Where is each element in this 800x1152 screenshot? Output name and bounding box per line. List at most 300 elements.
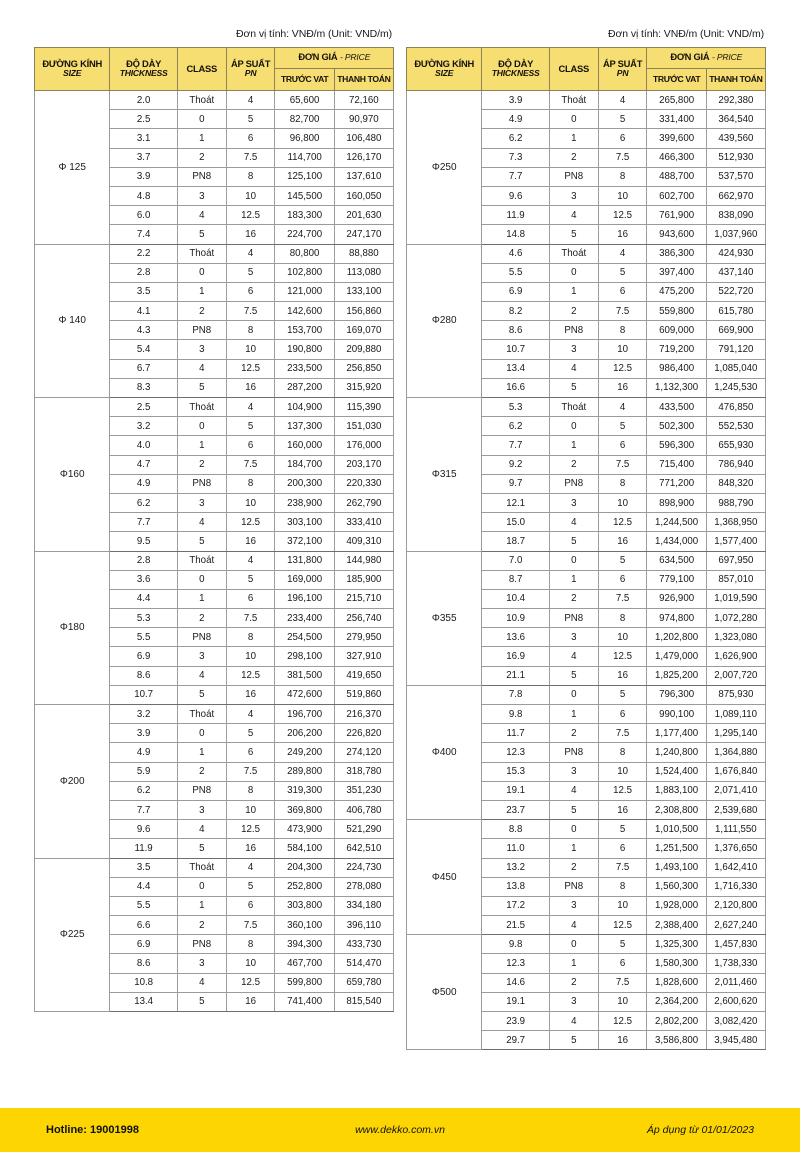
price-table-left xyxy=(34,47,394,1012)
cell-pressure: 10 xyxy=(226,800,275,819)
cell-price-before-vat: 488,700 xyxy=(647,167,706,186)
cell-price-before-vat: 224,700 xyxy=(275,225,334,244)
cell-price-before-vat: 102,800 xyxy=(275,263,334,282)
cell-price-payment: 875,930 xyxy=(706,685,765,704)
cell-price-payment: 88,880 xyxy=(334,244,393,263)
col-header-before-vat: TRƯỚC VAT xyxy=(275,69,334,91)
cell-class: 4 xyxy=(549,359,598,378)
cell-price-payment: 327,910 xyxy=(334,647,393,666)
cell-pressure: 10 xyxy=(598,493,647,512)
cell-class: PN8 xyxy=(177,167,226,186)
cell-price-before-vat: 289,800 xyxy=(275,762,334,781)
cell-price-payment: 203,170 xyxy=(334,455,393,474)
cell-class: 2 xyxy=(177,762,226,781)
cell-price-payment: 396,110 xyxy=(334,916,393,935)
cell-price-payment: 1,716,330 xyxy=(706,877,765,896)
table-row xyxy=(35,551,394,570)
cell-pressure: 16 xyxy=(598,532,647,551)
cell-class: 0 xyxy=(549,935,598,954)
cell-thickness: 29.7 xyxy=(482,1031,549,1050)
unit-note-left: Đơn vị tính: VNĐ/m (Unit: VND/m) xyxy=(236,28,392,40)
cell-price-payment: 1,376,650 xyxy=(706,839,765,858)
cell-thickness: 4.7 xyxy=(110,455,177,474)
cell-price-before-vat: 974,800 xyxy=(647,609,706,628)
cell-thickness: 8.6 xyxy=(482,321,549,340)
cell-thickness: 5.4 xyxy=(110,340,177,359)
cell-price-before-vat: 252,800 xyxy=(275,877,334,896)
cell-thickness: 3.9 xyxy=(110,724,177,743)
cell-price-before-vat: 1,240,800 xyxy=(647,743,706,762)
cell-thickness: 13.4 xyxy=(482,359,549,378)
cell-price-before-vat: 238,900 xyxy=(275,493,334,512)
cell-thickness: 12.1 xyxy=(482,493,549,512)
cell-pressure: 5 xyxy=(226,417,275,436)
cell-thickness: 6.2 xyxy=(482,129,549,148)
cell-price-before-vat: 142,600 xyxy=(275,302,334,321)
cell-pressure: 8 xyxy=(226,628,275,647)
cell-price-before-vat: 399,600 xyxy=(647,129,706,148)
cell-pressure: 4 xyxy=(598,398,647,417)
cell-price-payment: 514,470 xyxy=(334,954,393,973)
cell-class: 0 xyxy=(549,263,598,282)
cell-price-before-vat: 82,700 xyxy=(275,110,334,129)
cell-class: 2 xyxy=(549,589,598,608)
col-header-price-main: ĐƠN GIÁ xyxy=(298,51,338,63)
cell-class: 0 xyxy=(177,877,226,896)
cell-thickness: 3.9 xyxy=(110,167,177,186)
cell-price-before-vat: 502,300 xyxy=(647,417,706,436)
cell-thickness: 2.0 xyxy=(110,91,177,110)
cell-class: Thoát xyxy=(177,705,226,724)
cell-class: Thoát xyxy=(549,91,598,110)
cell-thickness: 8.7 xyxy=(482,570,549,589)
col-header-price-group xyxy=(275,48,394,69)
table-body-right xyxy=(407,91,766,1050)
cell-price-before-vat: 233,500 xyxy=(275,359,334,378)
cell-thickness: 6.7 xyxy=(110,359,177,378)
col-header-thickness-main: ĐỘ DÀY xyxy=(498,57,534,69)
cell-thickness: 7.7 xyxy=(482,167,549,186)
cell-price-payment: 220,330 xyxy=(334,474,393,493)
cell-price-payment: 351,230 xyxy=(334,781,393,800)
cell-pressure: 5 xyxy=(598,263,647,282)
cell-class: 1 xyxy=(549,570,598,589)
table-row xyxy=(35,858,394,877)
col-header-thickness xyxy=(110,48,177,91)
col-header-pressure-main: ÁP SUẤT xyxy=(602,57,643,69)
cell-class: 4 xyxy=(549,647,598,666)
cell-class: 1 xyxy=(549,954,598,973)
cell-pressure: 10 xyxy=(598,762,647,781)
cell-thickness: 8.2 xyxy=(482,302,549,321)
cell-price-before-vat: 114,700 xyxy=(275,148,334,167)
cell-class: 1 xyxy=(177,129,226,148)
cell-price-payment: 1,676,840 xyxy=(706,762,765,781)
cell-thickness: 4.9 xyxy=(482,110,549,129)
cell-price-payment: 669,900 xyxy=(706,321,765,340)
footer-applied-from: Áp dụng từ 01/01/2023 xyxy=(646,1124,754,1136)
cell-price-before-vat: 1,325,300 xyxy=(647,935,706,954)
cell-price-before-vat: 2,802,200 xyxy=(647,1012,706,1031)
cell-price-before-vat: 771,200 xyxy=(647,474,706,493)
cell-price-before-vat: 2,308,800 xyxy=(647,800,706,819)
price-table-right xyxy=(406,47,766,1050)
cell-pressure: 10 xyxy=(598,992,647,1011)
cell-class: 5 xyxy=(549,666,598,685)
cell-class: 1 xyxy=(549,839,598,858)
cell-price-payment: 476,850 xyxy=(706,398,765,417)
cell-size: Φ280 xyxy=(407,244,482,398)
cell-price-before-vat: 990,100 xyxy=(647,705,706,724)
cell-class: Thoát xyxy=(549,244,598,263)
cell-price-before-vat: 2,388,400 xyxy=(647,916,706,935)
cell-pressure: 8 xyxy=(226,474,275,493)
col-header-size-sub: SIZE xyxy=(435,68,454,79)
cell-price-before-vat: 1,580,300 xyxy=(647,954,706,973)
cell-price-payment: 848,320 xyxy=(706,474,765,493)
cell-pressure: 16 xyxy=(226,839,275,858)
cell-size: Φ225 xyxy=(35,858,110,1012)
cell-pressure: 6 xyxy=(598,570,647,589)
cell-thickness: 6.2 xyxy=(482,417,549,436)
cell-price-payment: 151,030 xyxy=(334,417,393,436)
cell-price-payment: 519,860 xyxy=(334,685,393,704)
cell-thickness: 4.4 xyxy=(110,589,177,608)
table-row xyxy=(407,398,766,417)
cell-thickness: 2.5 xyxy=(110,110,177,129)
cell-thickness: 4.9 xyxy=(110,743,177,762)
cell-class: PN8 xyxy=(177,474,226,493)
cell-price-payment: 256,850 xyxy=(334,359,393,378)
cell-thickness: 3.1 xyxy=(110,129,177,148)
cell-pressure: 5 xyxy=(598,551,647,570)
cell-pressure: 8 xyxy=(226,781,275,800)
cell-class: 4 xyxy=(177,666,226,685)
cell-class: Thoát xyxy=(177,398,226,417)
cell-price-payment: 791,120 xyxy=(706,340,765,359)
cell-pressure: 16 xyxy=(226,378,275,397)
cell-pressure: 6 xyxy=(598,282,647,301)
col-header-pressure-sub: PN xyxy=(616,68,629,79)
cell-thickness: 2.2 xyxy=(110,244,177,263)
cell-class: 3 xyxy=(549,493,598,512)
cell-pressure: 8 xyxy=(226,321,275,340)
cell-thickness: 14.6 xyxy=(482,973,549,992)
cell-class: 2 xyxy=(177,302,226,321)
cell-thickness: 7.0 xyxy=(482,551,549,570)
cell-class: 0 xyxy=(177,263,226,282)
cell-thickness: 23.9 xyxy=(482,1012,549,1031)
cell-class: 4 xyxy=(549,1012,598,1031)
cell-thickness: 5.3 xyxy=(110,609,177,628)
cell-price-before-vat: 1,928,000 xyxy=(647,896,706,915)
cell-price-before-vat: 104,900 xyxy=(275,398,334,417)
cell-class: 4 xyxy=(177,820,226,839)
cell-price-payment: 2,627,240 xyxy=(706,916,765,935)
cell-class: 0 xyxy=(549,551,598,570)
cell-pressure: 5 xyxy=(598,820,647,839)
cell-class: Thoát xyxy=(177,244,226,263)
cell-thickness: 7.4 xyxy=(110,225,177,244)
cell-class: 0 xyxy=(177,417,226,436)
cell-thickness: 4.9 xyxy=(110,474,177,493)
table-header-left xyxy=(35,48,394,91)
cell-pressure: 5 xyxy=(226,877,275,896)
cell-price-before-vat: 599,800 xyxy=(275,973,334,992)
cell-price-payment: 512,930 xyxy=(706,148,765,167)
cell-pressure: 7.5 xyxy=(226,609,275,628)
cell-pressure: 6 xyxy=(598,129,647,148)
cell-price-before-vat: 472,600 xyxy=(275,685,334,704)
cell-class: PN8 xyxy=(177,321,226,340)
cell-thickness: 13.6 xyxy=(482,628,549,647)
cell-pressure: 6 xyxy=(226,436,275,455)
cell-price-before-vat: 372,100 xyxy=(275,532,334,551)
table-row xyxy=(407,91,766,110)
cell-price-before-vat: 1,828,600 xyxy=(647,973,706,992)
cell-pressure: 8 xyxy=(598,743,647,762)
cell-price-payment: 133,100 xyxy=(334,282,393,301)
cell-price-payment: 224,730 xyxy=(334,858,393,877)
cell-pressure: 6 xyxy=(226,129,275,148)
cell-class: 0 xyxy=(177,570,226,589)
cell-thickness: 11.0 xyxy=(482,839,549,858)
cell-pressure: 10 xyxy=(598,340,647,359)
cell-class: 4 xyxy=(177,359,226,378)
cell-price-payment: 315,920 xyxy=(334,378,393,397)
col-header-pressure xyxy=(226,48,275,91)
cell-price-payment: 409,310 xyxy=(334,532,393,551)
cell-class: 5 xyxy=(549,532,598,551)
cell-price-payment: 318,780 xyxy=(334,762,393,781)
cell-thickness: 16.9 xyxy=(482,647,549,666)
left-price-table-block xyxy=(34,28,394,1108)
cell-pressure: 7.5 xyxy=(598,148,647,167)
cell-price-before-vat: 1,479,000 xyxy=(647,647,706,666)
cell-price-before-vat: 596,300 xyxy=(647,436,706,455)
cell-price-payment: 1,089,110 xyxy=(706,705,765,724)
cell-price-before-vat: 331,400 xyxy=(647,110,706,129)
table-row xyxy=(407,685,766,704)
col-header-thickness xyxy=(482,48,549,91)
cell-pressure: 12.5 xyxy=(226,359,275,378)
cell-price-before-vat: 1,202,800 xyxy=(647,628,706,647)
cell-thickness: 7.3 xyxy=(482,148,549,167)
cell-price-before-vat: 386,300 xyxy=(647,244,706,263)
cell-price-payment: 144,980 xyxy=(334,551,393,570)
col-header-thickness-sub: THICKNESS xyxy=(491,68,540,79)
cell-price-before-vat: 584,100 xyxy=(275,839,334,858)
cell-thickness: 7.7 xyxy=(110,800,177,819)
cell-price-before-vat: 249,200 xyxy=(275,743,334,762)
cell-price-before-vat: 369,800 xyxy=(275,800,334,819)
cell-price-payment: 216,370 xyxy=(334,705,393,724)
cell-pressure: 12.5 xyxy=(226,206,275,225)
cell-class: 2 xyxy=(177,148,226,167)
col-header-thickness-main: ĐỘ DÀY xyxy=(126,57,162,69)
cell-pressure: 12.5 xyxy=(598,1012,647,1031)
cell-thickness: 6.9 xyxy=(110,647,177,666)
cell-price-before-vat: 943,600 xyxy=(647,225,706,244)
cell-class: 1 xyxy=(549,436,598,455)
col-header-size-sub: SIZE xyxy=(63,68,82,79)
cell-pressure: 6 xyxy=(226,282,275,301)
cell-class: 3 xyxy=(549,628,598,647)
cell-class: 4 xyxy=(549,781,598,800)
cell-price-before-vat: 559,800 xyxy=(647,302,706,321)
cell-class: PN8 xyxy=(549,474,598,493)
cell-class: 2 xyxy=(177,455,226,474)
cell-price-payment: 90,970 xyxy=(334,110,393,129)
cell-class: 3 xyxy=(177,800,226,819)
cell-price-payment: 1,368,950 xyxy=(706,513,765,532)
cell-price-before-vat: 898,900 xyxy=(647,493,706,512)
cell-price-before-vat: 715,400 xyxy=(647,455,706,474)
cell-class: 5 xyxy=(549,378,598,397)
cell-price-payment: 2,600,620 xyxy=(706,992,765,1011)
cell-price-before-vat: 2,364,200 xyxy=(647,992,706,1011)
cell-thickness: 6.2 xyxy=(110,493,177,512)
cell-pressure: 6 xyxy=(598,954,647,973)
cell-size: Φ180 xyxy=(35,551,110,705)
cell-price-before-vat: 1,524,400 xyxy=(647,762,706,781)
col-header-price-sub: - PRICE xyxy=(712,52,743,63)
cell-price-before-vat: 169,000 xyxy=(275,570,334,589)
cell-price-payment: 857,010 xyxy=(706,570,765,589)
cell-thickness: 3.6 xyxy=(110,570,177,589)
cell-pressure: 10 xyxy=(226,647,275,666)
cell-price-before-vat: 796,300 xyxy=(647,685,706,704)
cell-thickness: 9.7 xyxy=(482,474,549,493)
cell-price-payment: 1,457,830 xyxy=(706,935,765,954)
cell-price-payment: 786,940 xyxy=(706,455,765,474)
cell-pressure: 12.5 xyxy=(598,359,647,378)
cell-size: Φ160 xyxy=(35,398,110,552)
cell-thickness: 15.0 xyxy=(482,513,549,532)
cell-price-before-vat: 1,825,200 xyxy=(647,666,706,685)
cell-price-before-vat: 926,900 xyxy=(647,589,706,608)
cell-class: 0 xyxy=(549,110,598,129)
cell-pressure: 7.5 xyxy=(226,455,275,474)
cell-class: 3 xyxy=(549,762,598,781)
cell-pressure: 6 xyxy=(226,896,275,915)
cell-price-before-vat: 254,500 xyxy=(275,628,334,647)
cell-thickness: 4.1 xyxy=(110,302,177,321)
cell-price-before-vat: 381,500 xyxy=(275,666,334,685)
cell-price-payment: 1,577,400 xyxy=(706,532,765,551)
cell-price-payment: 1,364,880 xyxy=(706,743,765,762)
cell-price-payment: 3,082,420 xyxy=(706,1012,765,1031)
cell-price-before-vat: 602,700 xyxy=(647,186,706,205)
col-header-class xyxy=(549,48,598,91)
cell-pressure: 8 xyxy=(598,474,647,493)
cell-class: 1 xyxy=(549,282,598,301)
cell-class: 5 xyxy=(177,532,226,551)
cell-price-payment: 1,111,550 xyxy=(706,820,765,839)
cell-class: 3 xyxy=(177,954,226,973)
cell-pressure: 10 xyxy=(226,493,275,512)
cell-pressure: 12.5 xyxy=(598,647,647,666)
cell-price-payment: 659,780 xyxy=(334,973,393,992)
cell-size: Φ315 xyxy=(407,398,482,552)
footer-bar xyxy=(0,1108,800,1152)
cell-price-before-vat: 3,586,800 xyxy=(647,1031,706,1050)
cell-price-payment: 424,930 xyxy=(706,244,765,263)
cell-class: 3 xyxy=(177,186,226,205)
cell-class: PN8 xyxy=(177,935,226,954)
col-header-before-vat: TRƯỚC VAT xyxy=(647,69,706,91)
cell-class: PN8 xyxy=(549,167,598,186)
cell-thickness: 9.6 xyxy=(482,186,549,205)
cell-price-before-vat: 80,800 xyxy=(275,244,334,263)
cell-price-payment: 552,530 xyxy=(706,417,765,436)
cell-price-before-vat: 634,500 xyxy=(647,551,706,570)
cell-thickness: 5.5 xyxy=(110,628,177,647)
cell-price-before-vat: 200,300 xyxy=(275,474,334,493)
cell-price-payment: 106,480 xyxy=(334,129,393,148)
table-row xyxy=(407,820,766,839)
cell-price-before-vat: 719,200 xyxy=(647,340,706,359)
cell-price-before-vat: 779,100 xyxy=(647,570,706,589)
cell-price-payment: 642,510 xyxy=(334,839,393,858)
cell-class: PN8 xyxy=(549,743,598,762)
cell-price-payment: 3,945,480 xyxy=(706,1031,765,1050)
cell-price-payment: 1,642,410 xyxy=(706,858,765,877)
cell-class: 5 xyxy=(549,1031,598,1050)
cell-price-payment: 1,626,900 xyxy=(706,647,765,666)
cell-price-payment: 262,790 xyxy=(334,493,393,512)
cell-pressure: 10 xyxy=(598,628,647,647)
cell-class: 1 xyxy=(177,436,226,455)
cell-price-payment: 72,160 xyxy=(334,91,393,110)
cell-pressure: 16 xyxy=(226,225,275,244)
cell-price-before-vat: 1,244,500 xyxy=(647,513,706,532)
cell-size: Φ 125 xyxy=(35,91,110,245)
cell-class: Thoát xyxy=(177,858,226,877)
cell-thickness: 14.8 xyxy=(482,225,549,244)
cell-price-payment: 2,120,800 xyxy=(706,896,765,915)
cell-price-payment: 176,000 xyxy=(334,436,393,455)
cell-price-payment: 2,011,460 xyxy=(706,973,765,992)
col-header-thickness-sub: THICKNESS xyxy=(119,68,168,79)
col-header-payment: THANH TOÁN xyxy=(334,69,393,91)
cell-thickness: 9.6 xyxy=(110,820,177,839)
cell-price-payment: 126,170 xyxy=(334,148,393,167)
cell-thickness: 5.3 xyxy=(482,398,549,417)
cell-thickness: 5.5 xyxy=(110,896,177,915)
cell-pressure: 6 xyxy=(226,589,275,608)
cell-price-payment: 697,950 xyxy=(706,551,765,570)
cell-class: 1 xyxy=(549,705,598,724)
cell-class: 1 xyxy=(177,589,226,608)
table-header-right xyxy=(407,48,766,91)
cell-class: PN8 xyxy=(549,321,598,340)
cell-price-payment: 333,410 xyxy=(334,513,393,532)
cell-pressure: 16 xyxy=(598,225,647,244)
table-row xyxy=(407,244,766,263)
cell-class: 0 xyxy=(549,685,598,704)
cell-price-payment: 137,610 xyxy=(334,167,393,186)
cell-price-payment: 156,860 xyxy=(334,302,393,321)
cell-price-payment: 662,970 xyxy=(706,186,765,205)
cell-pressure: 7.5 xyxy=(598,973,647,992)
cell-price-payment: 169,070 xyxy=(334,321,393,340)
cell-price-payment: 2,071,410 xyxy=(706,781,765,800)
table-row xyxy=(407,935,766,954)
cell-pressure: 8 xyxy=(598,609,647,628)
cell-thickness: 10.7 xyxy=(482,340,549,359)
cell-thickness: 10.8 xyxy=(110,973,177,992)
